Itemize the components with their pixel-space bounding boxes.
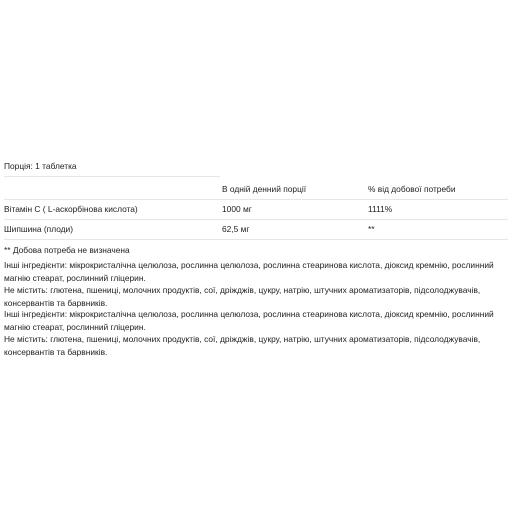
ingredient-name: Вітамін С ( L-аскорбінова кислота) — [4, 204, 138, 214]
ingredient-amount: 1000 мг — [222, 204, 252, 214]
ingredients-block — [4, 259, 508, 310]
footnote: ** Добова потреба не визначена — [4, 245, 130, 255]
serving-row — [4, 157, 220, 177]
ingredient-name: Шипшина (плоди) — [4, 224, 74, 234]
free-from: Не містить: глютена, пшениці, молочних продуктів, сої, дріжджів, цукру, натрію, штучних ароматизаторів, підсолоджувачів, консервантів та барвників. — [4, 334, 481, 358]
ingredient-amount: 62,5 мг — [222, 224, 250, 234]
header-daily-value: % від добової потреби — [368, 184, 456, 194]
ingredient-daily-value: ** — [368, 224, 375, 234]
other-ingredients: Інші інгредієнти: мікрокристалічна целюлоза, рослинна целюлоза, рослинна стеаринова кислота, діоксид кремнію, рослинний магнію стеарат, рослинний гліцерин. — [4, 260, 494, 283]
ingredients-block — [4, 308, 508, 359]
supplement-facts — [4, 157, 508, 260]
header-amount: В одній денний порції — [222, 184, 307, 194]
free-from: Не містить: глютена, пшениці, молочних продуктів, сої, дріжджів, цукру, натрію, штучних ароматизаторів, підсолоджувачів, консервантів та барвників. — [4, 285, 481, 309]
table-row — [4, 220, 508, 240]
table-header-row — [4, 180, 508, 200]
other-ingredients: Інші інгредієнти: мікрокристалічна целюлоза, рослинна целюлоза, рослинна стеаринова кислота, діоксид кремнію, рослинний магнію стеарат, рослинний гліцерин. — [4, 309, 494, 332]
ingredient-daily-value: 1111% — [368, 204, 393, 214]
serving-size: Порція: 1 таблетка — [4, 161, 77, 171]
table-row — [4, 200, 508, 220]
